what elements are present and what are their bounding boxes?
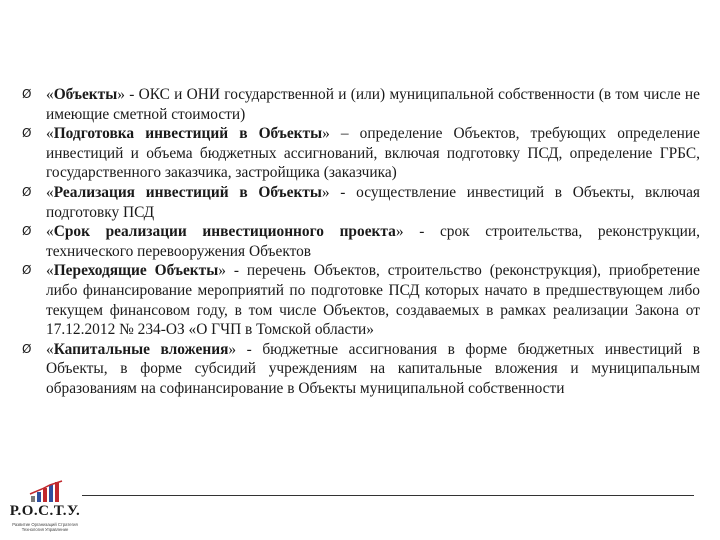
arrow-bullet-icon: Ø — [22, 87, 32, 101]
arrow-bullet-icon: Ø — [22, 263, 32, 278]
definition-item — [22, 340, 700, 399]
definitions-list — [22, 85, 700, 399]
definition-text: - бюджетные ассигнования в форме бюджетных инвестиций в Объекты, в форме субсидий учреждениям на капитальные вложения и муниципальным образованиям на софинансирование в Объекты муниципальной собственности — [46, 340, 700, 397]
definition-term: Объекты — [53, 86, 118, 103]
definition-text: - перечень Объектов, строительство (реконструкция), приобретение либо финансирование мероприятий по подготовке ПСД которых начато в предшествующем либо текущем финансовом году, в том числе Объектов, создаваемых в рамках реализации Закона от 17.12.2012 № 234-ОЗ «О ГЧП в Томской области» — [46, 262, 700, 339]
open-quote: « — [46, 262, 54, 280]
definition-text: - срок строительства, реконструкции, технического перевооружения Объектов — [46, 223, 700, 260]
definition-text: - осуществление инвестиций в Объекты, включая подготовку ПСД — [46, 183, 700, 221]
definition-item — [22, 85, 700, 124]
rostu-logo — [6, 480, 84, 538]
open-quote: « — [46, 86, 54, 103]
open-quote: « — [46, 223, 54, 241]
close-quote: » — [218, 262, 226, 280]
definition-term: Реализация инвестиций в Объекты — [53, 183, 322, 201]
open-quote: « — [46, 125, 54, 143]
arrow-bullet-icon: Ø — [22, 341, 32, 356]
open-quote: « — [46, 340, 54, 358]
definition-item — [22, 124, 700, 183]
close-quote: » — [117, 86, 125, 103]
definition-text: - ОКС и ОНИ государственной и (или) муниципальной собственности (в том числе не имеющие сметной стоимости) — [46, 86, 700, 123]
definition-term: Подготовка инвестиций в Объекты — [53, 125, 323, 143]
definition-item — [22, 183, 700, 222]
arrow-bullet-icon: Ø — [22, 184, 32, 199]
arrow-bullet-icon: Ø — [22, 224, 32, 239]
footer-divider — [82, 495, 694, 496]
definition-item — [22, 261, 700, 339]
definition-term: Переходящие Объекты — [53, 262, 219, 280]
definition-term: Срок реализации инвестиционного проекта — [53, 223, 396, 241]
close-quote: » — [321, 183, 330, 201]
definition-text: – определение Объектов, требующих определение инвестиций и объема бюджетных ассигнований, включая подготовку ПСД, определение ГРБС, государственного заказчика, застройщика (заказчика) — [46, 125, 700, 182]
open-quote: « — [46, 183, 54, 201]
close-quote: » — [228, 340, 237, 358]
definition-item — [22, 222, 700, 261]
close-quote: » — [322, 125, 330, 143]
logo-name: Р.О.С.Т.У. — [9, 503, 81, 519]
definition-term: Капитальные вложения — [53, 340, 229, 358]
logo-subtitle: Развитие Организаций Стратегия Технология Управление — [12, 522, 78, 532]
close-quote: » — [395, 223, 404, 241]
arrow-bullet-icon: Ø — [22, 126, 32, 141]
logo-bars-icon — [28, 480, 68, 504]
